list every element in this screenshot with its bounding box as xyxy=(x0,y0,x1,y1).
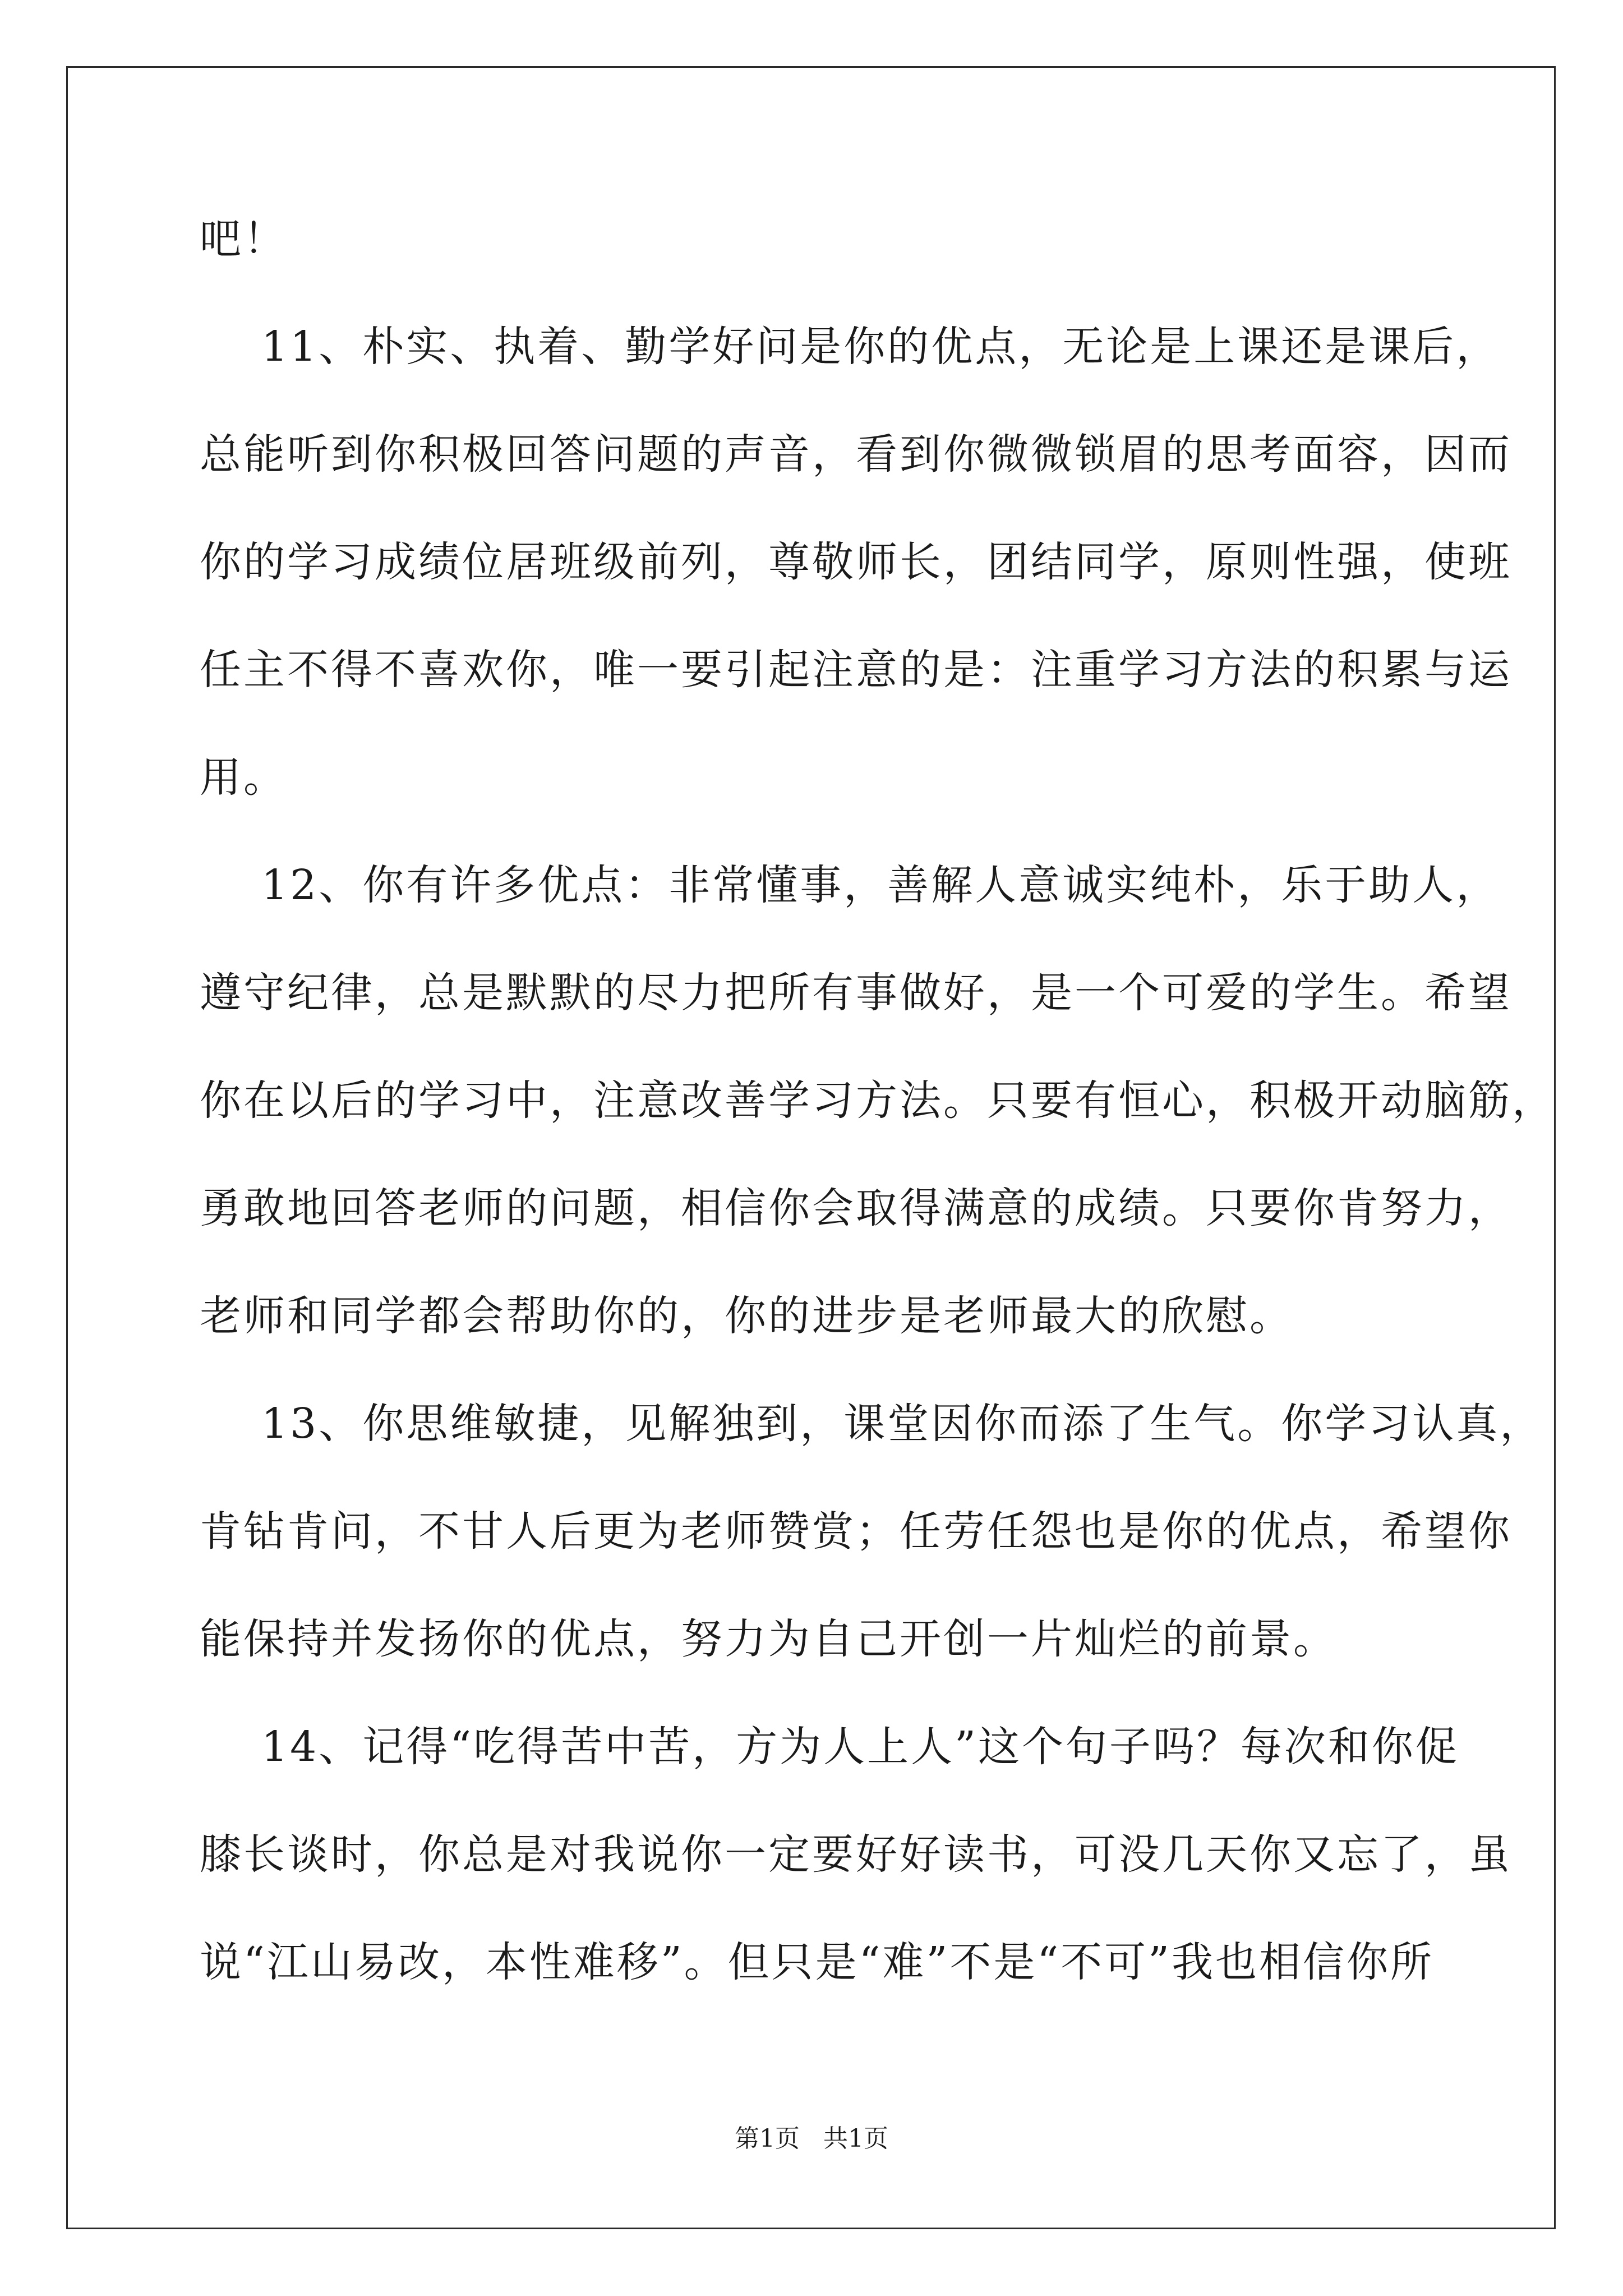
text-line: 吧！ xyxy=(200,215,287,263)
text-line: 勇敢地回答老师的问题，相信你会取得满意的成绩。只要你肯努力， xyxy=(200,1184,1512,1232)
text-line: 13、你思维敏捷，见解独到，课堂因你而添了生气。你学习认真， xyxy=(200,1400,1544,1448)
text-line: 老师和同学都会帮助你的，你的进步是老师最大的欣慰。 xyxy=(200,1292,1293,1340)
text-line: 说“江山易改，本性难移”。但只是“难”不是“不可”我也相信你所 xyxy=(200,1938,1434,1986)
text-line: 任主不得不喜欢你，唯一要引起注意的是：注重学习方法的积累与运 xyxy=(200,646,1512,694)
text-line: 能保持并发扬你的优点，努力为自己开创一片灿烂的前景。 xyxy=(200,1615,1337,1663)
text-line: 你的学习成绩位居班级前列，尊敬师长，团结同学，原则性强，使班 xyxy=(200,538,1512,586)
document-body xyxy=(200,203,1556,2034)
text-line: 膝长谈时，你总是对我说你一定要好好读书，可没几天你又忘了，虽 xyxy=(200,1830,1512,1879)
text-line: 总能听到你积极回答问题的声音，看到你微微锁眉的思考面容，因而 xyxy=(200,430,1512,478)
text-line: 遵守纪律，总是默默的尽力把所有事做好，是一个可爱的学生。希望 xyxy=(200,969,1512,1017)
page-number-label: 第1页 共1页 xyxy=(735,2124,888,2153)
page-footer xyxy=(0,2122,1623,2156)
text-line: 你在以后的学习中，注意改善学习方法。只要有恒心，积极开动脑筋， xyxy=(200,1076,1556,1125)
text-line: 11、朴实、执着、勤学好问是你的优点，无论是上课还是课后， xyxy=(200,323,1500,371)
text-line: 用。 xyxy=(200,753,287,802)
text-line: 肯钻肯问，不甘人后更为老师赞赏；任劳任怨也是你的优点，希望你 xyxy=(200,1507,1512,1556)
text-line: 14、记得“吃得苦中苦，方为人上人”这个句子吗？每次和你促 xyxy=(200,1723,1459,1771)
text-line: 12、你有许多优点：非常懂事，善解人意诚实纯朴，乐于助人， xyxy=(200,861,1500,909)
